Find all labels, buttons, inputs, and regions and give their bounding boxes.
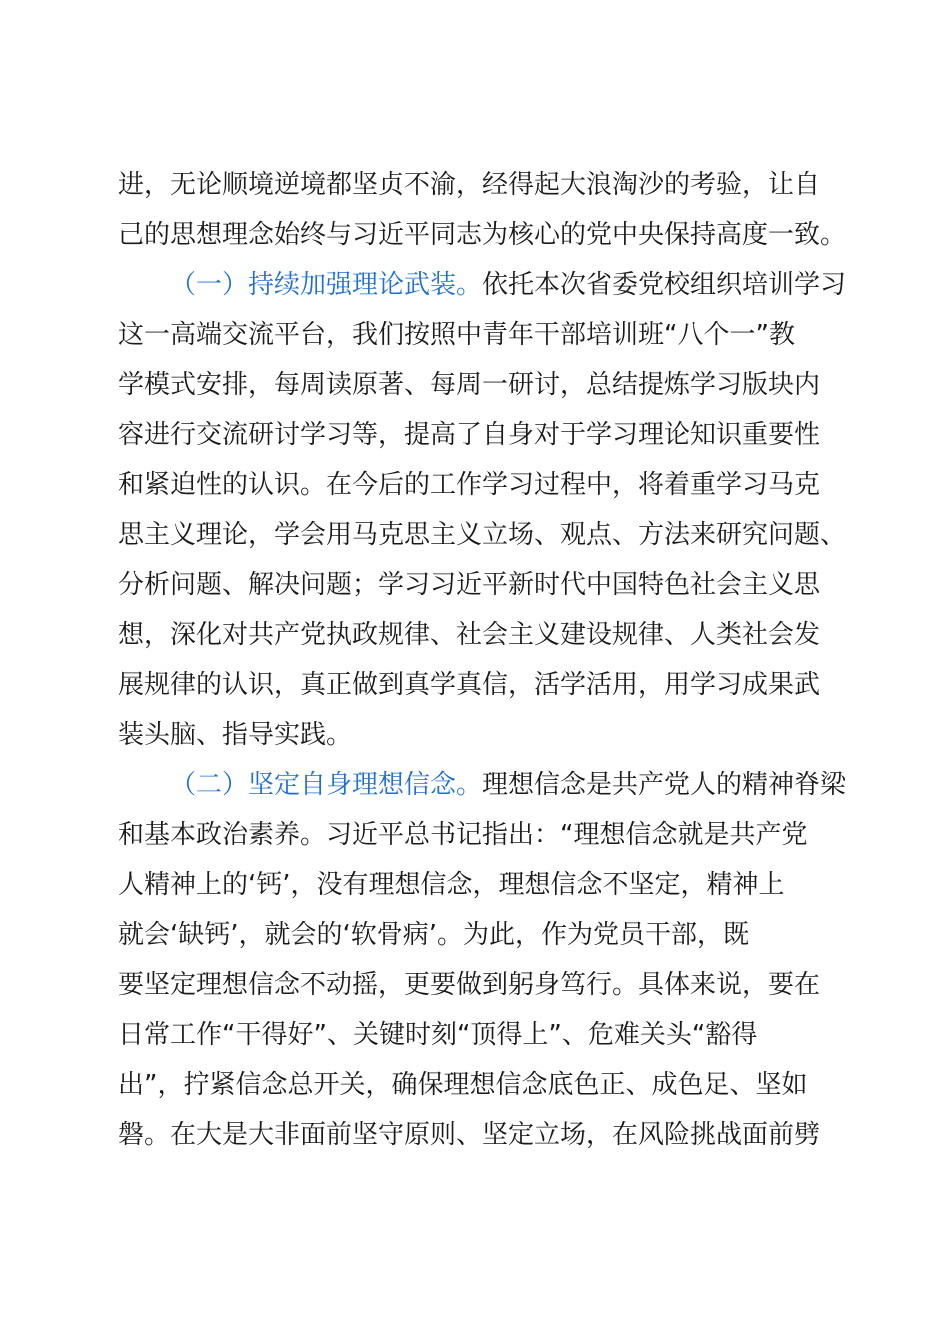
section1-line: 想，深化对共产党执政规律、社会主义建设规律、人类社会发 [118, 620, 821, 650]
section2-line: 人精神上的‘钙’，没有理想信念，理想信念不坚定，精神上 [118, 870, 785, 900]
section1-line: 这一高端交流平台，我们按照中青年干部培训班“八个一”教 [118, 320, 795, 350]
section2-line: 出”，拧紧信念总开关，确保理想信念底色正、成色足、坚如 [118, 1070, 808, 1100]
section2-heading: （二）坚定自身理想信念。 [170, 770, 483, 800]
document-body [118, 160, 847, 1160]
section1-line: 分析问题、解决问题；学习习近平新时代中国特色社会主义思 [118, 570, 821, 600]
section1-line: 思主义理论，学会用马克思主义立场、观点、方法来研究问题、 [118, 520, 847, 550]
section2-first-line-text: 理想信念是共产党人的精神脊梁 [482, 770, 847, 800]
section1-first-line-text: 依托本次省委党校组织培训学习 [482, 270, 847, 300]
section2-line: 日常工作“干得好”、关键时刻“顶得上”、危难关头“豁得 [118, 1020, 758, 1050]
section1-line: 学模式安排，每周读原著、每周一研讨，总结提炼学习版块内 [118, 370, 821, 400]
intro-line-1: 进，无论顺境逆境都坚贞不渝，经得起大浪淘沙的考验，让自 [118, 170, 821, 200]
intro-line-2: 己的思想理念始终与习近平同志为核心的党中央保持高度一致。 [118, 220, 847, 250]
section2-line: 和基本政治素养。习近平总书记指出：“理想信念就是共产党 [118, 820, 808, 850]
section1-first-line [118, 260, 847, 310]
section1-line: 和紧迫性的认识。在今后的工作学习过程中，将着重学习马克 [118, 470, 821, 500]
section2-line: 磐。在大是大非面前坚守原则、坚定立场，在风险挑战面前劈 [118, 1120, 821, 1150]
section1-line: 容进行交流研讨学习等，提高了自身对于学习理论知识重要性 [118, 420, 821, 450]
section1-line: 装头脑、指导实践。 [118, 720, 353, 750]
section2-line: 就会‘缺钙’，就会的‘软骨病’。为此，作为党员干部，既 [118, 920, 750, 950]
section1-line: 展规律的认识，真正做到真学真信，活学活用，用学习成果武 [118, 670, 821, 700]
section2-line: 要坚定理想信念不动摇，更要做到躬身笃行。具体来说，要在 [118, 970, 821, 1000]
section2-first-line [118, 760, 847, 810]
section1-heading: （一）持续加强理论武装。 [170, 270, 483, 300]
